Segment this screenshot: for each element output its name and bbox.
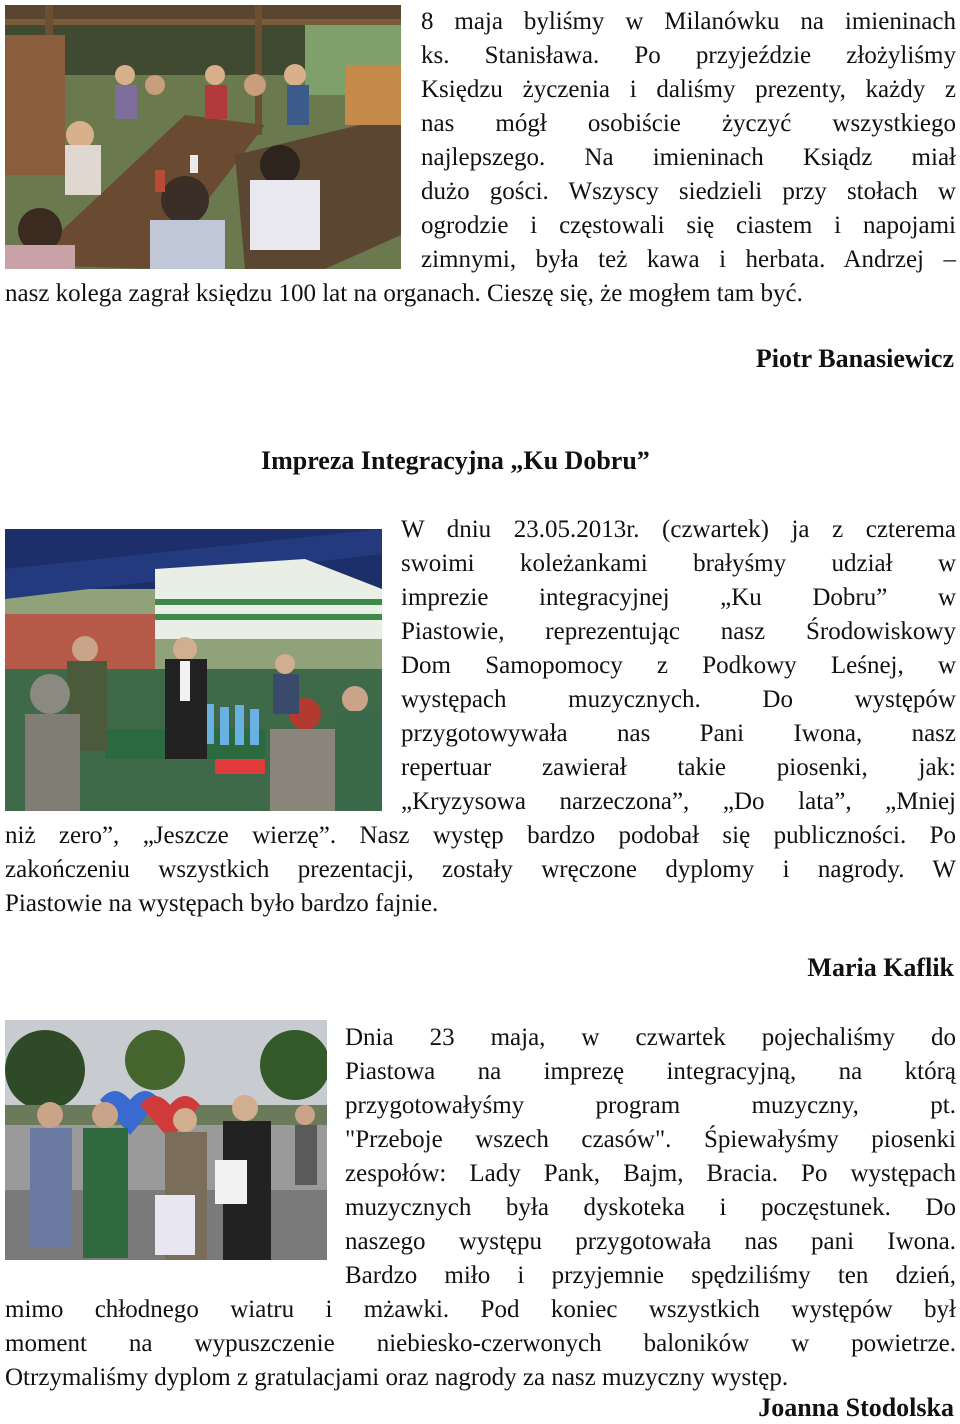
article1-line-8: zimnymi, była też kawa i herbata. Andrzej – (421, 246, 956, 273)
article1-line-2: ks. Stanisława. Po przyjeździe złożyliśmy (421, 42, 956, 69)
article2-line-6: występach muzycznych. Do występów (401, 686, 956, 713)
article3-line-5: zespołów: Lady Pank, Bajm, Bracia. Po występach (345, 1160, 956, 1187)
article3-line-3: przygotowałyśmy program muzyczny, pt. (345, 1092, 956, 1119)
article3-line-4: "Przeboje wszech czasów". Śpiewałyśmy piosenki (345, 1126, 956, 1153)
article3-line-8: Bardzo miło i przyjemnie spędziliśmy ten dzień, (345, 1262, 956, 1289)
article2-line-7: przygotowywała nas Pani Iwona, nasz (401, 720, 956, 747)
article2-line-9: „Kryzysowa narzeczona”, „Do lata”, „Mniej (401, 788, 956, 815)
author-maria: Maria Kaflik (807, 953, 954, 982)
photo-name-day-garden (5, 5, 401, 269)
article3-line-10: moment na wypuszczenie niebiesko-czerwonych baloników w powietrze. (5, 1330, 956, 1357)
article2-line-1: W dniu 23.05.2013r. (czwartek) ja z czterema (401, 516, 956, 543)
article3-line-6: muzycznych była dyskoteka i poczęstunek. Do (345, 1194, 956, 1221)
article3-line-2: Piastowa na imprezę integracyjną, na którą (345, 1058, 956, 1085)
article1-line-7: ogrodzie i częstowali się ciastem i napojami (421, 212, 956, 239)
article2-line-8: repertuar zawierał takie piosenki, jak: (401, 754, 956, 781)
article3-line-9: mimo chłodnego wiatru i mżawki. Pod koniec wszystkich występów był (5, 1296, 956, 1323)
author-piotr: Piotr Banasiewicz (755, 344, 954, 373)
article3-line-7: naszego występu przygotowała nas pani Iwona. (345, 1228, 956, 1255)
article2-line-4: Piastowie, reprezentując nasz Środowiskowy (401, 618, 956, 645)
article1-line-1: 8 maja byliśmy w Milanówku na imieninach (421, 8, 956, 35)
article1-line-4: nas mógł osobiście życzyć wszystkiego (421, 110, 956, 137)
article2-line-3: imprezie integracyjnej „Ku Dobru” w (401, 584, 956, 611)
article2-line-2: swoimi koleżankami brałyśmy udział w (401, 550, 956, 577)
article1-line-5: najlepszego. Na imieninach Ksiądz miał (421, 144, 956, 171)
article1-line-3: Księdzu życzenia i daliśmy prezenty, każdy z (421, 76, 956, 103)
article3-line-11: Otrzymaliśmy dyplom z gratulacjami oraz nagrody za nasz muzyczny występ. (5, 1364, 789, 1391)
article2-line-11: zakończeniu wszystkich prezentacji, zostały wręczone dyplomy i nagrody. W (5, 856, 956, 883)
article1-line-9: nasz kolega zagrał księdzu 100 lat na organach. Cieszę się, że mogłem tam być. (5, 280, 803, 307)
article2-line-12: Piastowie na występach było bardzo fajnie. (5, 890, 439, 917)
photo-ku-dobru-event (5, 529, 382, 811)
article2-line-10: niż zero”, „Jeszcze wierzę”. Nasz występ bardzo podobał się publiczności. Po (5, 822, 956, 849)
article3-line-1: Dnia 23 maja, w czwartek pojechaliśmy do (345, 1024, 956, 1051)
photo-diploma-group (5, 1020, 327, 1260)
article2-title: Impreza Integracyjna „Ku Dobru” (261, 446, 650, 475)
article1-line-6: dużo gości. Wszyscy siedzieli przy stołach w (421, 178, 956, 205)
author-joanna: Joanna Stodolska (758, 1393, 954, 1422)
article2-line-5: Dom Samopomocy z Podkowy Leśnej, w (401, 652, 956, 679)
